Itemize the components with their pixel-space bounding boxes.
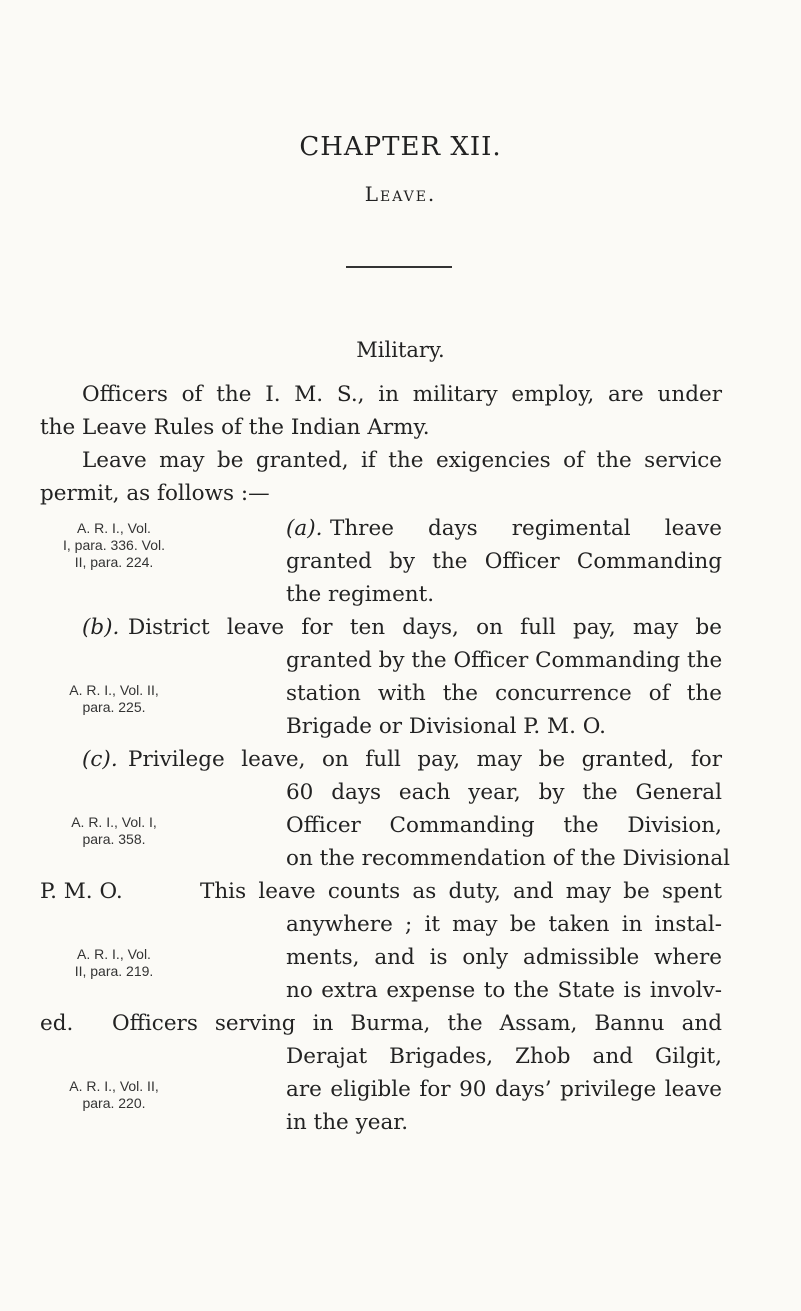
item-c-line-3: Officer Commanding the Division, (286, 813, 722, 838)
item-c-line-5-left: P. M. O. (40, 879, 123, 904)
margin-note-a (32, 520, 196, 571)
item-c-line-7: ments, and is only admissible where (286, 945, 722, 970)
item-c-line-10: Derajat Brigades, Zhob and Gilgit, (286, 1044, 722, 1069)
margin-note-c1-line-1: A. R. I., Vol. I, (71, 814, 157, 830)
margin-note-c2 (32, 946, 196, 980)
item-c-line-2: 60 days each year, by the General (286, 780, 722, 805)
item-a-label (286, 514, 322, 544)
margin-note-a-line-3: II, para. 224. (74, 554, 154, 570)
margin-note-c1-line-2: para. 358. (82, 831, 146, 847)
item-b-line-1: District leave for ten days, on full pay, may be (128, 615, 722, 640)
margin-note-b-line-2: para. 225. (82, 699, 146, 715)
divider-rule (346, 266, 452, 268)
margin-note-c2-line-2: II, para. 219. (74, 963, 154, 979)
item-b-line-3: station with the concurrence of the (286, 681, 722, 706)
item-c-line-4: on the recommendation of the Divisional (286, 846, 731, 871)
intro-line-2: the Leave Rules of the Indian Army. (40, 415, 430, 440)
subsection-title: Military. (356, 338, 445, 362)
margin-note-c3-line-2: para. 220. (82, 1095, 146, 1111)
margin-note-a-line-1: A. R. I., Vol. (77, 520, 151, 536)
item-b-line-2: granted by the Officer Commanding the (286, 648, 723, 673)
margin-note-b (32, 682, 196, 716)
item-c-line-12: in the year. (286, 1110, 409, 1135)
margin-note-b-line-1: A. R. I., Vol. II, (69, 682, 159, 698)
chapter-heading: CHAPTER XII. (299, 132, 502, 162)
margin-note-c2-line-1: A. R. I., Vol. (77, 946, 151, 962)
item-b-label (82, 613, 119, 643)
item-c-line-5-right: This leave counts as duty, and may be spent (200, 879, 722, 904)
item-c-line-1: Privilege leave, on full pay, may be granted, for (128, 747, 722, 772)
item-a-line-1: Three days regimental leave (330, 516, 722, 541)
intro-line-1: Officers of the I. M. S., in military employ, are under (82, 382, 722, 407)
margin-note-c1 (32, 814, 196, 848)
item-b-line-4: Brigade or Divisional P. M. O. (286, 714, 606, 739)
intro-line-3: Leave may be granted, if the exigencies of the service (82, 448, 722, 473)
margin-note-c3-line-1: A. R. I., Vol. II, (69, 1078, 159, 1094)
margin-note-a-line-2: I, para. 336. Vol. (63, 537, 165, 553)
item-a-label-text: (a). (286, 516, 323, 541)
item-c-line-11: are eligible for 90 days’ privilege leave (286, 1077, 722, 1102)
item-a-line-3: the regiment. (286, 582, 435, 607)
item-c-line-9-right: Officers serving in Burma, the Assam, Bannu and (112, 1011, 722, 1036)
item-b-label-text: (b). (82, 615, 120, 640)
item-c-line-6: anywhere ; it may be taken in instal- (286, 912, 722, 937)
margin-note-c3 (32, 1078, 196, 1112)
item-a-line-2: granted by the Officer Commanding (286, 549, 722, 574)
item-c-label (82, 745, 118, 775)
item-c-line-9-left: ed. (40, 1011, 74, 1036)
intro-line-4: permit, as follows :— (40, 481, 270, 506)
item-c-label-text: (c). (82, 747, 118, 772)
item-c-line-8: no extra expense to the State is involv- (286, 978, 722, 1003)
section-title: Leave. (364, 182, 437, 206)
